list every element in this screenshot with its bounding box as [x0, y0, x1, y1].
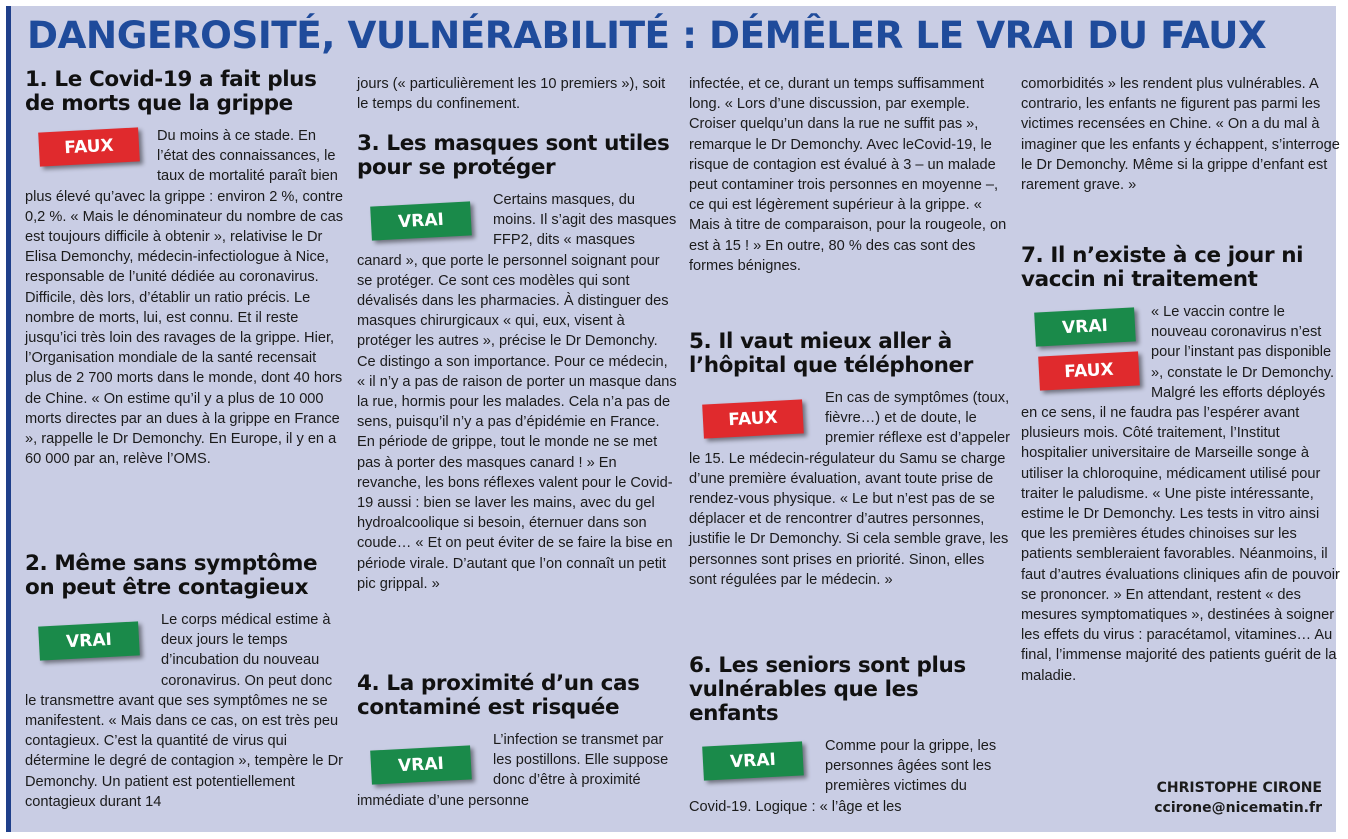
section-4: [357, 672, 679, 811]
section-body: L’infection se transmet par les postillons. Elle suppose donc d’être à proximité immédiate d’une personne: [357, 732, 669, 809]
section-title: 4. La proximité d’un cas contaminé est risquée: [357, 671, 640, 720]
vrai-badge: VRAI: [38, 621, 140, 660]
section-body: « Le vaccin contre le nouveau coronavirus n’est pour l’instant pas disponible », constate le Dr Demonchy. Malgré les efforts déployés en ce sens, il ne faudra pas l’espérer avant plusieurs mois. Côté traitement, l’Institut hospitalier universitaire de Marseille songe à utiliser la chloroquine, médicament utilisé pour traiter le paludisme. « Une piste intéressante, estime le Dr Demonchy. Les tests in vitro ainsi que les premières études chinoises sur les patients sembleraient favorables. Néanmoins, il faut d’autres évaluations cliniques afin de pouvoir se prononcer. » En attendant, restent « des mesures symptomatiques », destinées à soigner les effets du virus : paracétamol, vitamines… Au final, l’immense majorité des patients guérit de la maladie.: [1021, 304, 1340, 684]
section-title: 1. Le Covid-19 a fait plus de morts que la grippe: [25, 67, 317, 116]
faux-badge: FAUX: [1038, 351, 1140, 390]
section-body: Comme pour la grippe, les personnes âgées sont les premières victimes du Covid-19. Logique : « l’âge et les: [689, 738, 997, 815]
section-title: 6. Les seniors sont plus vulnérables que les enfants: [689, 653, 966, 726]
vrai-badge: VRAI: [370, 745, 472, 784]
faux-badge: FAUX: [702, 399, 804, 438]
section-5: [689, 330, 1011, 590]
section-title: 2. Même sans symptôme on peut être contagieux: [25, 551, 318, 600]
section-title: 3. Les masques sont utiles pour se protéger: [357, 131, 670, 180]
section-1: [25, 68, 347, 469]
section-body: Du moins à ce stade. En l’état des connaissances, le taux de mortalité paraît bien plus élevé qu’avec la grippe : environ 2 %, contre 0,2 %. « Mais le dénominateur du nombre de cas est toujours difficile à obtenir », relativise le Dr Elisa Demonchy, médecin-infectiologue à Nice, responsable de l’unité dédiée au coronavirus. Difficile, dès lors, d’établir un ratio précis. Le nombre de morts, lui, est connu. Et il reste jusqu’ici très loin des ravages de la grippe. Hier, l’Organisation mondiale de la santé recensait plus de 2 700 morts dans le monde, dont 40 hors de Chine. « On estime qu’il y a plus de 10 000 morts directes par an dues à la grippe en France », rappelle le Dr Demonchy. En Europe, il y en a 60 000 par an, relève l’OMS.: [25, 128, 344, 468]
section-body: comorbidités » les rendent plus vulnérables. A contrario, les enfants ne figurent pas parmi les victimes recensées en Chine. « On a du mal à imaginer que les enfants y échappent, s’interroge le Dr Demonchy. Même si la grippe d’enfant est rarement grave. »: [1021, 76, 1340, 194]
headline: DANGEROSITÉ, VULNÉRABILITÉ : DÉMÊLER LE VRAI DU FAUX: [27, 14, 1267, 57]
author-email[interactable]: ccirone@nicematin.fr: [1154, 800, 1322, 816]
section-7: [1021, 244, 1343, 686]
author-name: CHRISTOPHE CIRONE: [1156, 780, 1322, 796]
verdict-badges: [1021, 304, 1139, 398]
section-6-continued: [1021, 74, 1343, 195]
byline: [1154, 778, 1322, 818]
section-body: infectée, et ce, durant un temps suffisamment long. « Lors d’une discussion, par exemple. Croiser quelqu’un dans la rue ne suffit pas », remarque le Dr Demonchy. Avec leCovid-19, le risque de contagion est évalué à 3 – un malade peut contaminer trois personnes en moyenne –, ce qui est légèrement supérieur à la grippe. « Mais à titre de comparaison, pour la rougeole, on est à 15 ! » En outre, 80 % des cas sont des formes bénignes.: [689, 76, 1007, 274]
article-page: [6, 6, 1340, 832]
section-body: En cas de symptômes (toux, fièvre…) et de doute, le premier réflexe est d’appeler le 15. Le médecin-régulateur du Samu se charge d’une première évaluation, avant toute prise de rendez-vous physique. « Le but n’est pas de se déplacer et de rencontrer d’autres personnes, justifie le Dr Demonchy. Si cela semble grave, les personnes sont prises en priorité. Sinon, elles sont régulées par le médecin. »: [689, 390, 1010, 588]
vrai-badge: VRAI: [370, 201, 472, 240]
vrai-badge: VRAI: [1034, 307, 1136, 346]
section-title: 5. Il vaut mieux aller à l’hôpital que téléphoner: [689, 329, 973, 378]
section-2: [25, 552, 347, 812]
section-body: Le corps médical estime à deux jours le temps d’incubation du nouveau coronavirus. On peut donc le transmettre avant que ses symptômes ne se manifestent. « Mais dans ce cas, on est très peu contagieux. C’est la quantité de virus qui détermine le degré de contagion », tempère le Dr Demonchy. Un patient est potentiellement contagieux durant 14: [25, 612, 344, 810]
section-6: [689, 654, 1011, 817]
section-title: 7. Il n’existe à ce jour ni vaccin ni traitement: [1021, 243, 1304, 292]
section-3: [357, 132, 679, 594]
section-4-continued: [689, 74, 1011, 276]
section-2-continued: [357, 74, 679, 114]
vrai-badge: VRAI: [702, 741, 804, 780]
section-body: Certains masques, du moins. Il s’agit des masques FFP2, dits « masques canard », que porte le personnel soignant pour se protéger. Ce sont ces modèles qui sont dévalisés dans les pharmacies. À distinguer des masques chirurgicaux « qui, eux, visent à protéger les autres », précise le Dr Demonchy. Ce distingo a son importance. Pour ce médecin, « il n’y a pas de raison de porter un masque dans la rue, hormis pour les malades. Cela n’a pas de sens, puisqu’il n’y a pas d’épidémie en France. En période de grippe, tout le monde ne se met pas à porter des masques canard ! » En revanche, les bons réflexes valent pour le Covid-19 aussi : bien se laver les mains, avec du gel hydroalcoolique si besoin, éternuer dans son coude… « Et on peut éviter de se faire la bise en période virale. D’autant que l’on connaît un petit pic grippal. »: [357, 192, 677, 592]
section-body: jours (« particulièrement les 10 premiers »), soit le temps du confinement.: [357, 76, 666, 113]
faux-badge: FAUX: [38, 127, 140, 166]
